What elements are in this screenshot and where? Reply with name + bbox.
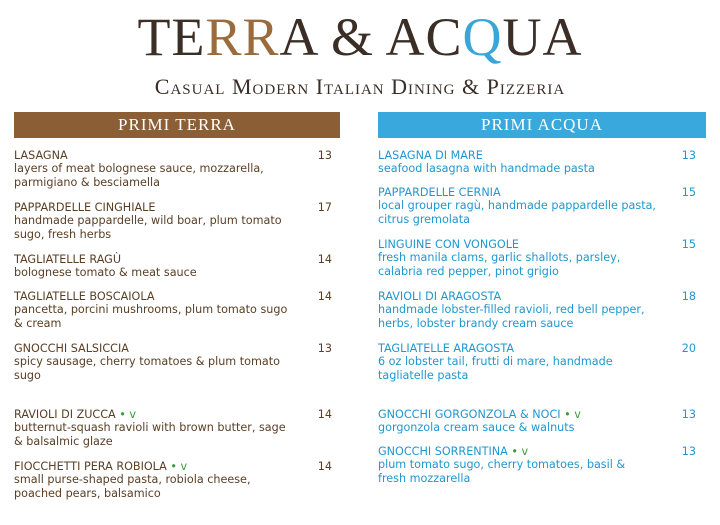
vegetarian-tag: • v — [170, 460, 188, 473]
item-price: 18 — [681, 290, 696, 303]
item-name: TAGLIATELLE RAGÙ — [14, 253, 122, 266]
item-name — [14, 460, 332, 473]
menu-item — [14, 201, 332, 241]
item-price: 14 — [317, 290, 332, 303]
vegetarian-tag: • v — [511, 445, 529, 458]
section-banner-acqua: PRIMI ACQUA — [378, 112, 706, 138]
menu-item — [14, 408, 332, 448]
restaurant-subtitle: Casual Modern Italian Dining & Pizzeria — [154, 74, 566, 99]
item-description: fresh manila clams, garlic shallots, parsley, calabria red pepper, pinot grigio — [378, 251, 621, 278]
item-price: 13 — [317, 342, 332, 355]
item-description: seafood lasagna with handmade pasta — [378, 162, 595, 176]
item-name: TAGLIATELLE ARAGOSTA — [378, 342, 515, 355]
item-description: small purse-shaped pasta, robiola cheese, poached pears, balsamico — [14, 473, 251, 500]
item-price: 14 — [317, 460, 332, 473]
item-name: LASAGNA DI MARE — [378, 149, 483, 162]
menu-item — [14, 149, 332, 189]
item-name-text: RAVIOLI DI ZUCCA — [14, 408, 116, 421]
item-description: layers of meat bolognese sauce, mozzarella, parmigiano & besciamella — [14, 162, 264, 189]
item-price: 13 — [681, 445, 696, 458]
item-price: 14 — [317, 408, 332, 421]
item-name — [378, 445, 696, 458]
item-name: LINGUINE CON VONGOLE — [378, 238, 520, 251]
item-description: pancetta, porcini mushrooms, plum tomato sugo & cream — [14, 303, 288, 330]
item-description: local grouper ragù, handmade pappardelle pasta, citrus gremolata — [378, 199, 656, 226]
section-banner-terra: PRIMI TERRA — [14, 112, 340, 138]
item-price: 20 — [681, 342, 696, 355]
item-price: 17 — [317, 201, 332, 214]
menu-item — [378, 238, 696, 278]
item-name: TAGLIATELLE BOSCAIOLA — [14, 290, 155, 303]
item-name-text: GNOCCHI SORRENTINA — [378, 445, 508, 458]
item-price: 14 — [317, 253, 332, 266]
item-description: 6 oz lobster tail, frutti di mare, handmade tagliatelle pasta — [378, 355, 613, 382]
item-name: PAPPARDELLE CERNIA — [378, 186, 501, 199]
item-description: bolognese tomato & meat sauce — [14, 266, 197, 280]
item-description: handmade pappardelle, wild boar, plum tomato sugo, fresh herbs — [14, 214, 282, 241]
item-description: butternut-squash ravioli with brown butter, sage & balsalmic glaze — [14, 421, 286, 448]
vegetarian-tag: • v — [564, 408, 581, 421]
menu-item — [14, 460, 332, 500]
title-part: TE — [137, 7, 206, 67]
item-name: GNOCCHI SALSICCIA — [14, 342, 129, 355]
item-description: spicy sausage, cherry tomatoes & plum tomato sugo — [14, 355, 280, 382]
item-name — [14, 408, 332, 421]
menu-item — [14, 253, 332, 280]
item-description: plum tomato sugo, cherry tomatoes, basil & fresh mozzarella — [378, 458, 626, 485]
item-price: 15 — [681, 238, 696, 251]
title-part: A & AC — [279, 7, 463, 67]
title-part: Q — [462, 7, 503, 67]
item-price: 13 — [317, 149, 332, 162]
menu-item — [14, 290, 332, 330]
menu-item — [378, 149, 696, 176]
item-price: 13 — [681, 408, 696, 421]
item-name — [378, 408, 696, 421]
title-part: UA — [502, 7, 583, 67]
menu-item — [378, 290, 696, 330]
menu-item — [378, 342, 696, 382]
restaurant-title — [0, 6, 720, 68]
item-name: LASAGNA — [14, 149, 68, 162]
item-price: 13 — [681, 149, 696, 162]
menu-item — [378, 408, 696, 435]
menu-item — [378, 186, 696, 226]
menu-item — [378, 445, 696, 485]
item-name: RAVIOLI DI ARAGOSTA — [378, 290, 502, 303]
item-description: handmade lobster-filled ravioli, red bell pepper, herbs, lobster brandy cream sauce — [378, 303, 645, 330]
item-description: gorgonzola cream sauce & walnuts — [378, 421, 575, 435]
title-part: RR — [205, 7, 280, 67]
item-name: PAPPARDELLE CINGHIALE — [14, 201, 156, 214]
item-price: 15 — [681, 186, 696, 199]
vegetarian-tag: • v — [119, 408, 137, 421]
item-name-text: FIOCCHETTI PERA ROBIOLA — [14, 460, 167, 473]
menu-item — [14, 342, 332, 382]
item-name-text: GNOCCHI GORGONZOLA & NOCI — [378, 408, 561, 421]
